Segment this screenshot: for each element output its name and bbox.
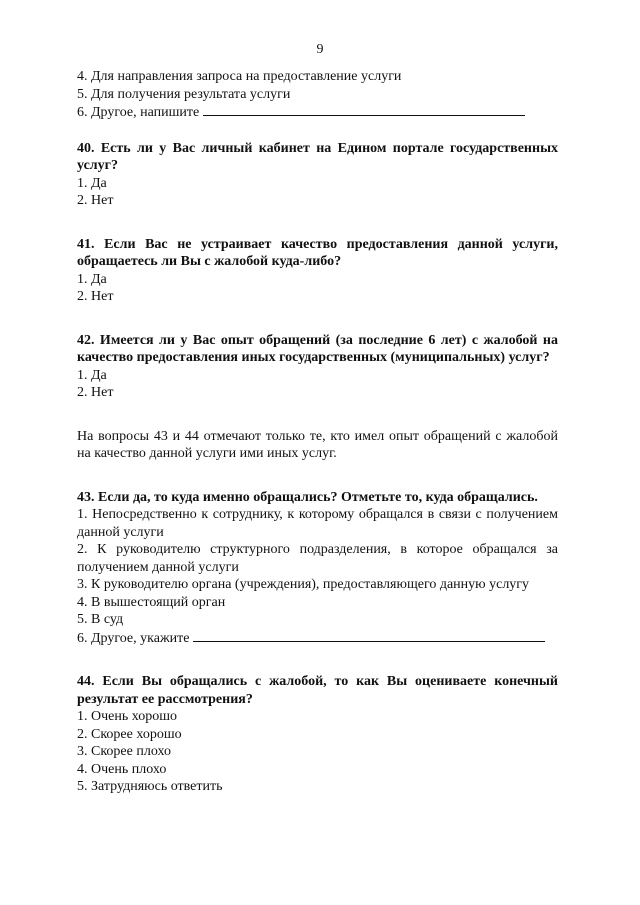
page-number: 9 <box>316 42 324 57</box>
question-44-option: 4. Очень плохо <box>77 761 167 777</box>
question-42-title: 42. Имеется ли у Вас опыт обращений (за последние 6 лет) с жалобой на качество предоставления иных государственных (муниципальных) услуг? <box>77 332 558 365</box>
answer-blank-line <box>203 103 525 116</box>
question-40-option: 2. Нет <box>77 193 114 208</box>
question-43-option: 5. В суд <box>77 612 124 627</box>
instruction-note: На вопросы 43 и 44 отмечают только те, кто имел опыт обращений с жалобой на качество данной услуги ими иных услуг. <box>77 428 558 461</box>
intro-option: 5. Для получения результата услуги <box>77 86 291 102</box>
question-43-option: 1. Непосредственно к сотруднику, к которому обращался в связи с получением данной услуги <box>77 507 558 540</box>
question-44-option: 2. Скорее хорошо <box>77 726 182 742</box>
question-43-option-label: 6. Другое, укажите <box>77 630 190 646</box>
question-43-title: 43. Если да, то куда именно обращались? Отметьте то, куда обращались. <box>77 489 538 505</box>
intro-option-label: 6. Другое, напишите <box>77 105 200 120</box>
question-44-option: 1. Очень хорошо <box>77 709 177 724</box>
question-41-option: 2. Нет <box>77 289 114 304</box>
intro-option-other <box>77 103 558 122</box>
question-41-option: 1. Да <box>77 271 107 287</box>
page-content <box>77 68 558 796</box>
question-42-option: 2. Нет <box>77 385 114 400</box>
question-40-option: 1. Да <box>77 175 107 191</box>
question-41-title: 41. Если Вас не устраивает качество предоставления данной услуги, обращаетесь ли Вы с жалобой куда-либо? <box>77 236 558 269</box>
question-44-title: 44. Если Вы обращались с жалобой, то как Вы оцениваете конечный результат ее рассмотрения? <box>77 674 558 707</box>
intro-option: 4. Для направления запроса на предоставление услуги <box>77 69 402 84</box>
question-44-option: 3. Скорее плохо <box>77 744 171 759</box>
question-43-option: 2. К руководителю структурного подразделения, в которое обращался за получением данной услуги <box>77 542 558 575</box>
question-43-option: 4. В вышестоящий орган <box>77 594 226 610</box>
question-44-option: 5. Затрудняюсь ответить <box>77 779 223 794</box>
question-43-option: 3. К руководителю органа (учреждения), предоставляющего данную услугу <box>77 577 530 592</box>
question-43-option-other <box>77 629 558 648</box>
question-42-option: 1. Да <box>77 367 107 383</box>
answer-blank-line <box>193 629 545 642</box>
question-40-title: 40. Есть ли у Вас личный кабинет на Едином портале государственных услуг? <box>77 140 558 173</box>
